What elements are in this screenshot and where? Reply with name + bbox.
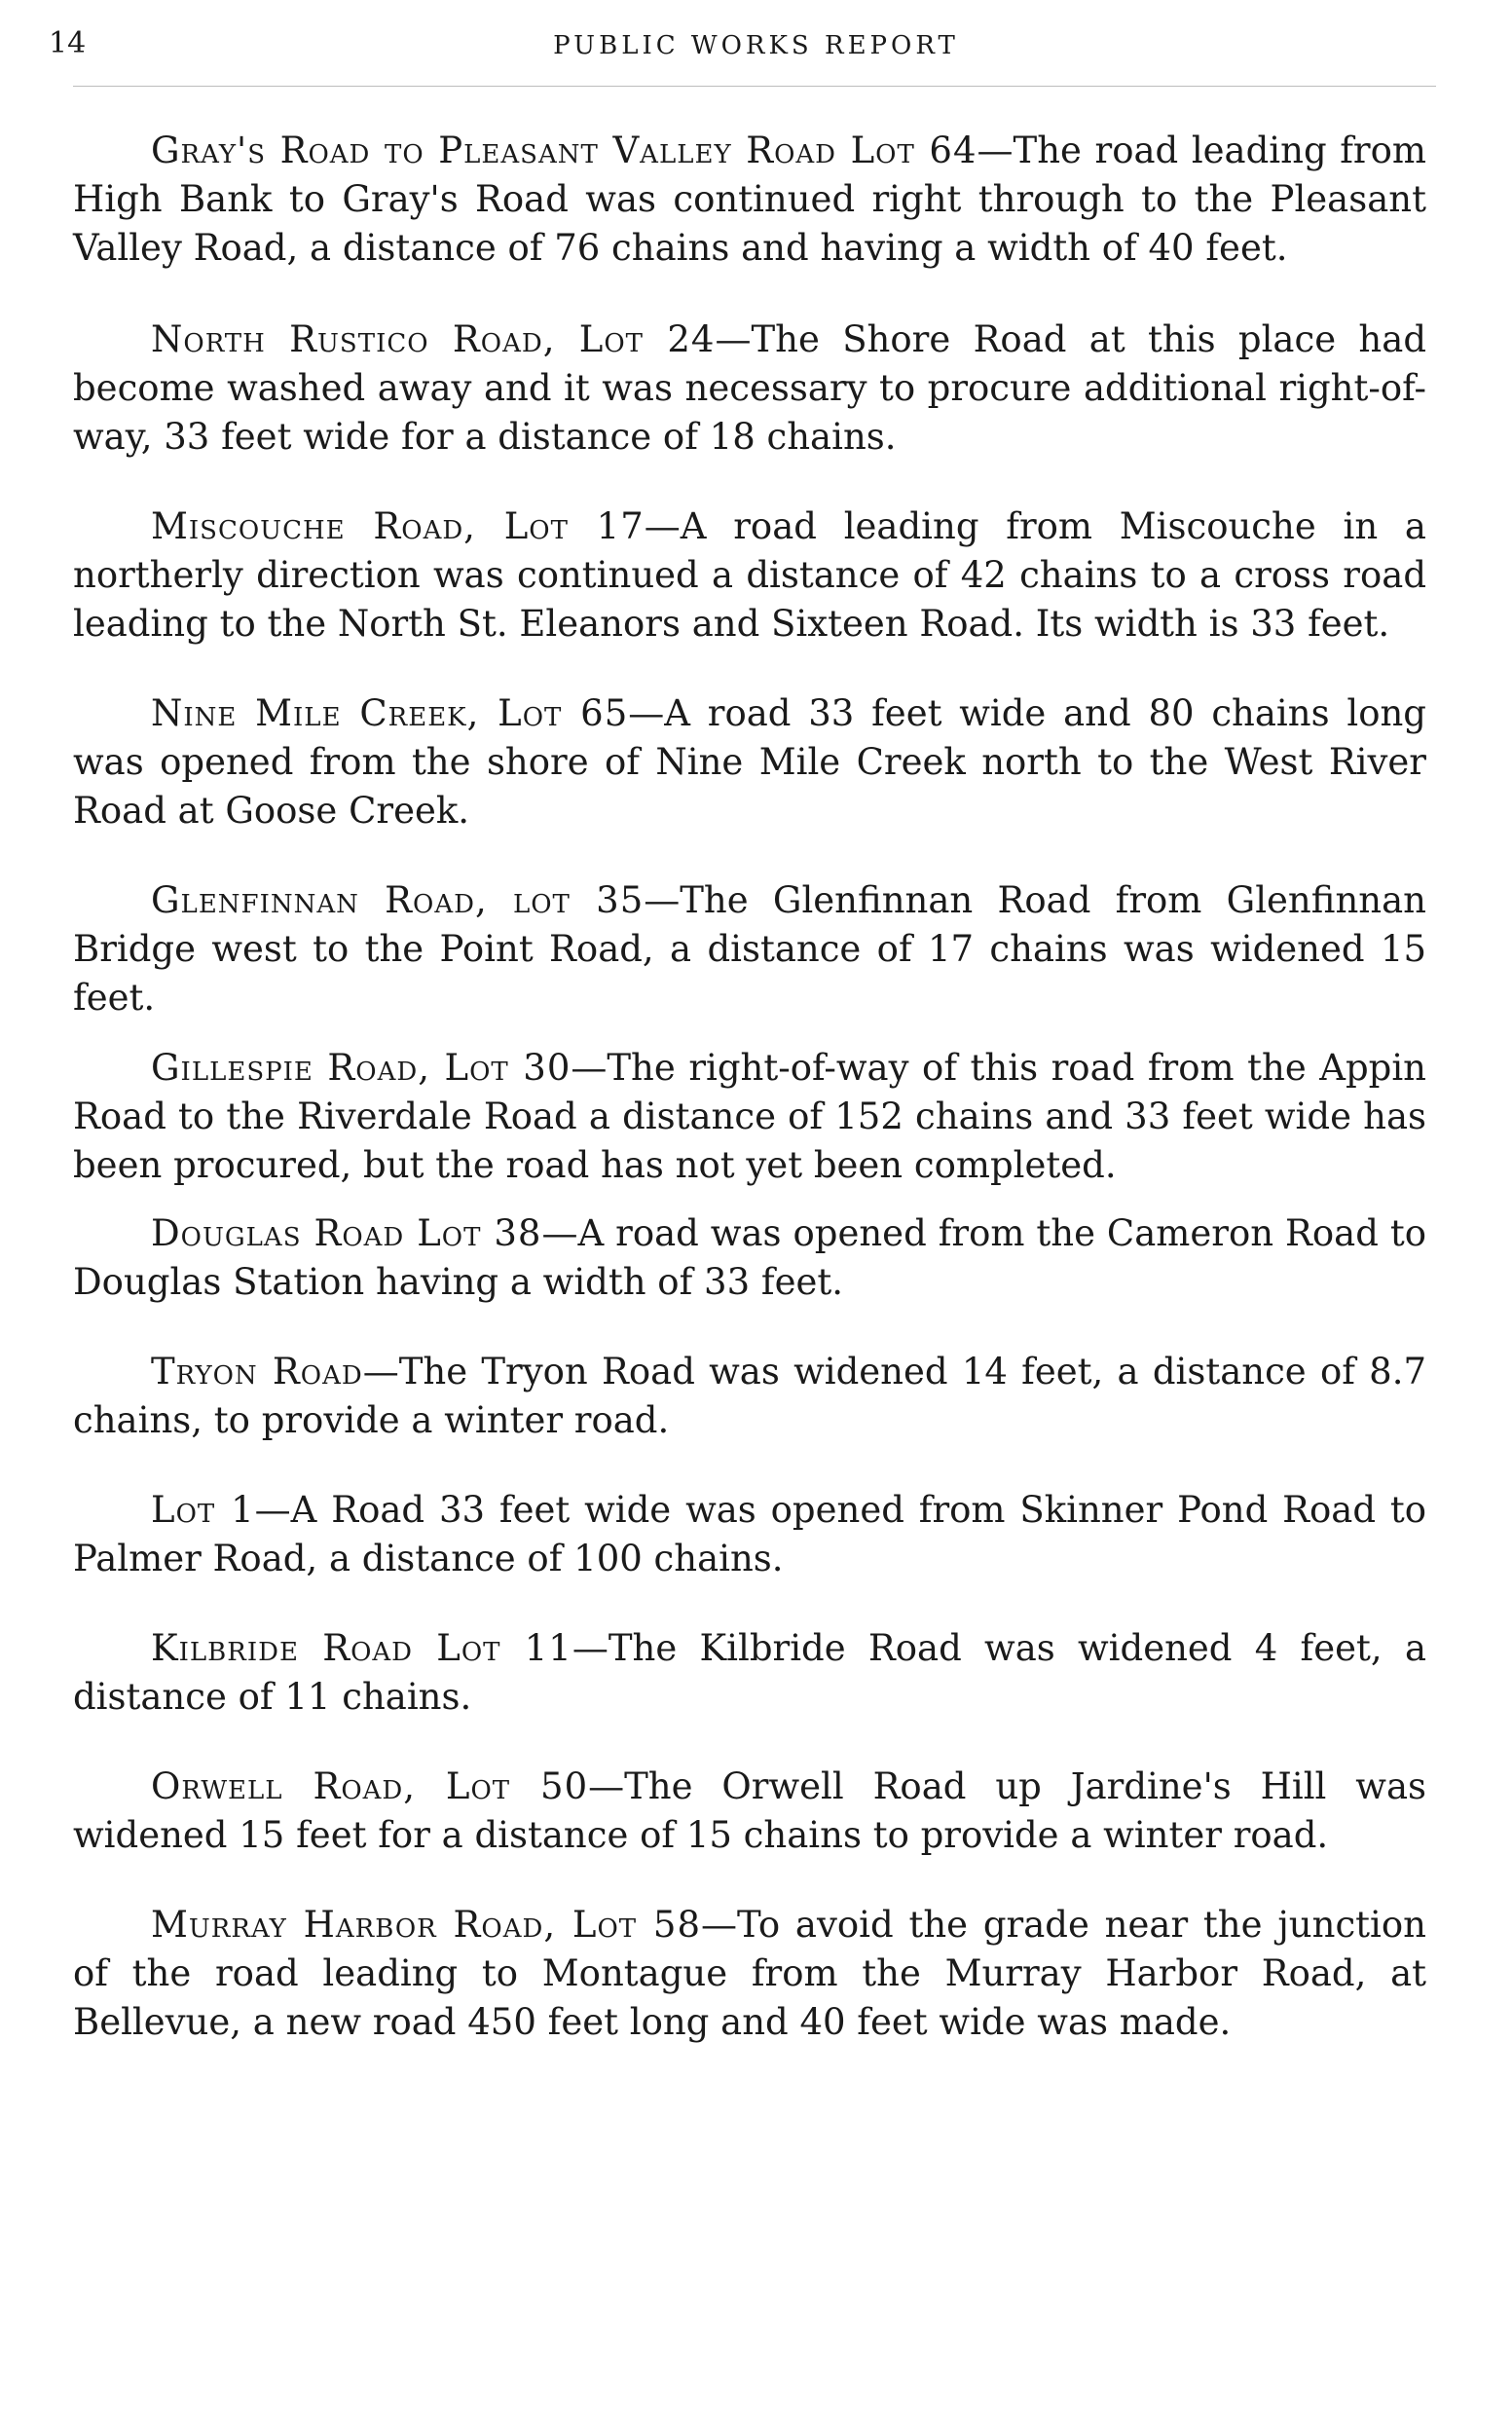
entry-heading: Gray's Road to Pleasant Valley Road Lot 64 — [151, 130, 977, 171]
entry-heading: Kilbride Road Lot 11 — [151, 1627, 572, 1669]
entry-orwell-road — [73, 1763, 1426, 1860]
entry-text: —A road was opened from the Cameron Road to Douglas Station having a width of 33 feet. — [73, 1212, 1427, 1303]
entry-text: —A road 33 feet wide and 80 chains long was opened from the shore of Nine Mile Creek north to the West River Road at Goose Creek. — [73, 692, 1426, 832]
running-head: PUBLIC WORKS REPORT — [553, 31, 959, 60]
entry-heading: Gillespie Road, Lot 30 — [151, 1047, 572, 1089]
entry-douglas-road — [73, 1209, 1426, 1307]
entry-text: —A road leading from Miscouche in a northerly direction was continued a distance of 42 chains to a cross road leading to the North St. Eleanors and Sixteen Road. Its width is 33 feet. — [73, 505, 1426, 645]
entry-text: —The Glenfinnan Road from Glenfinnan Bridge west to the Point Road, a distance of 17 chains was widened 15 feet. — [73, 879, 1426, 1019]
entry-heading: Glenfinnan Road, lot 35 — [151, 879, 645, 921]
entry-text: —To avoid the grade near the junction of the road leading to Montague from the Murray Harbor Road, at Bellevue, a new road 450 feet long and 40 feet wide was made. — [73, 1904, 1426, 2043]
entry-lot-1 — [73, 1486, 1426, 1583]
entry-murray-harbor-road — [73, 1901, 1426, 2047]
entry-heading: Tryon Road — [151, 1351, 363, 1392]
entry-text: —The Kilbride Road was widened 4 feet, a distance of 11 chains. — [73, 1627, 1426, 1718]
entry-glenfinnan-road — [73, 876, 1426, 1022]
entry-miscouche-road — [73, 502, 1426, 649]
entry-tryon-road — [73, 1348, 1426, 1445]
entry-text: —The Tryon Road was widened 14 feet, a distance of 8.7 chains, to provide a winter road. — [73, 1351, 1426, 1441]
header-rule — [73, 86, 1436, 87]
entry-heading: Lot 1 — [151, 1489, 255, 1531]
entry-text: —The Orwell Road up Jardine's Hill was widened 15 feet for a distance of 15 chains to provide a winter road. — [73, 1765, 1426, 1856]
entry-heading: Murray Harbor Road, Lot 58 — [151, 1904, 702, 1946]
entry-nine-mile-creek — [73, 689, 1426, 835]
entry-heading: Orwell Road, Lot 50 — [151, 1765, 589, 1807]
entry-text: —The right-of-way of this road from the Appin Road to the Riverdale Road a distance of 152 chains and 33 feet wide has been procured, but the road has not yet been completed. — [73, 1047, 1427, 1186]
entry-grays-road — [73, 127, 1426, 273]
entry-text: —The road leading from High Bank to Gray's Road was continued right through to the Pleasant Valley Road, a distance of 76 chains and having a width of 40 feet. — [73, 130, 1426, 269]
report-body — [73, 127, 1426, 2047]
entry-kilbride-road — [73, 1624, 1426, 1722]
page-number: 14 — [49, 26, 87, 60]
entry-heading: Douglas Road Lot 38 — [151, 1212, 542, 1254]
entry-text: —The Shore Road at this place had become washed away and it was necessary to procure additional right-of-way, 33 feet wide for a distance of 18 chains. — [73, 318, 1427, 458]
entry-heading: Miscouche Road, Lot 17 — [151, 505, 645, 547]
entry-heading: Nine Mile Creek, Lot 65 — [151, 692, 629, 734]
entry-north-rustico-road — [73, 316, 1426, 462]
entry-heading: North Rustico Road, Lot 24 — [151, 318, 716, 360]
entry-text: —A Road 33 feet wide was opened from Skinner Pond Road to Palmer Road, a distance of 100 chains. — [73, 1489, 1427, 1579]
entry-gillespie-road — [73, 1044, 1426, 1190]
